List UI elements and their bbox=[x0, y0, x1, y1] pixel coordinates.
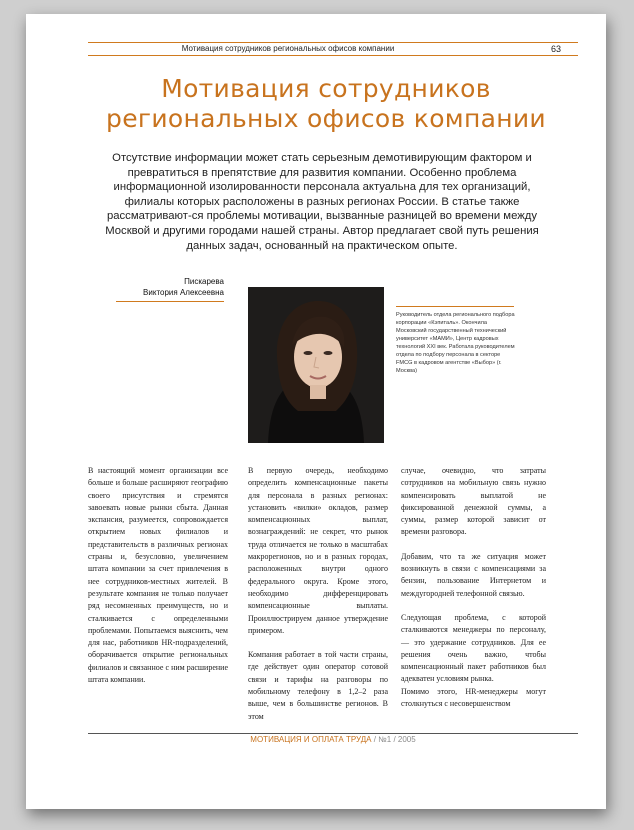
article-title bbox=[66, 74, 586, 134]
paragraph: Добавим, что та же ситуация может возникнуть в связи с компенсациями за бензин, пользование Интернетом и междугородней телефонной связью. bbox=[401, 551, 546, 598]
bio-rule bbox=[396, 306, 514, 307]
author-bio: Руководитель отдела регионального подбора корпорации «Кэпиталь». Окончила Московский государственный технический университет «МАМИ», Центр кадровых технологий XXI век. Работала руководителем отдела по подбору персонала в секторе FMCG в кадровом агентстве «Выбор» (г. Москва) bbox=[396, 312, 515, 374]
author-rule bbox=[116, 301, 224, 302]
author-surname: Пискарева bbox=[184, 277, 224, 286]
body-column-1 bbox=[88, 465, 228, 698]
page-number: 63 bbox=[550, 44, 561, 54]
paragraph: случае, очевидно, что затраты сотрудников на мобильную связь нужно компенсировать выплатой не фиксированной денежной суммы, а суммы, размер которой зависит от времени разговора. bbox=[401, 466, 546, 537]
magazine-page bbox=[26, 14, 606, 809]
author-name bbox=[106, 276, 224, 298]
article-title-line-1: Мотивация сотрудников bbox=[161, 74, 491, 103]
paragraph: В настоящий момент организации все больше и больше расширяют географию своего присутствия и стремятся завоевать новые рынки сбыта. Данная экспансия, разумеется, сопровождается открытием новых филиалов и представительств в различных регионах страны и, безусловно, увеличением штата компании за счет привлечения в нее сотрудников-местных жителей. В результате компания не только получает ряд несомненных преимуществ, но и сталкивается с определенными проблемами. Попытаемся выяснить, чем для нас, работников HR-подразделений, оборачивается открытие региональных филиалов и связанное с ним расширение штата компании. bbox=[88, 466, 228, 685]
header-bottom-rule bbox=[88, 55, 578, 56]
page-footer bbox=[88, 734, 578, 746]
author-given-names: Виктория Алексеевна bbox=[143, 288, 224, 297]
author-photo bbox=[248, 287, 384, 443]
paragraph: В первую очередь, необходимо определить компенсационные пакеты для персонала в разных регионах: установить «вилки» окладов, размер компенсационных выплат, вознаграждений: не секрет, что рынок труда отличается не только в масштабах макрорегионов, но и в разных городах, расположенных внутри одного федерального округа. Кроме этого, необходимо дифференцировать компенсационные выплаты. Проиллюстрируем данное утверждение примером. bbox=[248, 466, 388, 635]
article-title-line-2: региональных офисов компании bbox=[106, 104, 546, 133]
paragraph: Компания работает в той части страны, где действует один оператор сотовой связи и тарифы на разговоры по мобильному телефону в 1,2–2 раза выше, чем в большинстве регионов. В этом bbox=[248, 650, 388, 721]
paragraph: Следующая проблема, с которой сталкиваются менеджеры по персоналу, — это удержание сотрудников. Для ее решения очень важно, чтобы компенсационный пакет работников был адекватен условиям рынка. bbox=[401, 612, 546, 684]
article-lead: Отсутствие информации может стать серьезным демотивирующим фактором и превратиться в препятствие для развития компании. Особенно проблема информационной изолированности персонала актуальна для тех организаций, филиалы которых расположены в разных регионах России. В статье также рассматривают-ся проблемы мотивации, вызванные разницей во времени между Москвой и другими городами нашей страны. Автор предлагает свой путь решения данных задач, основанный на практическом опыте. bbox=[105, 152, 539, 252]
body-column-3 bbox=[401, 465, 546, 722]
body-column-2 bbox=[248, 465, 388, 735]
paragraph: Помимо этого, HR-менеджеры могут столкнуться с несовершенством bbox=[401, 686, 546, 709]
magazine-name: МОТИВАЦИЯ И ОПЛАТА ТРУДА bbox=[250, 735, 372, 744]
running-title: Мотивация сотрудников региональных офисов компании bbox=[181, 44, 395, 53]
issue-info: / №1 / 2005 bbox=[371, 735, 416, 744]
portrait-image bbox=[248, 287, 384, 443]
